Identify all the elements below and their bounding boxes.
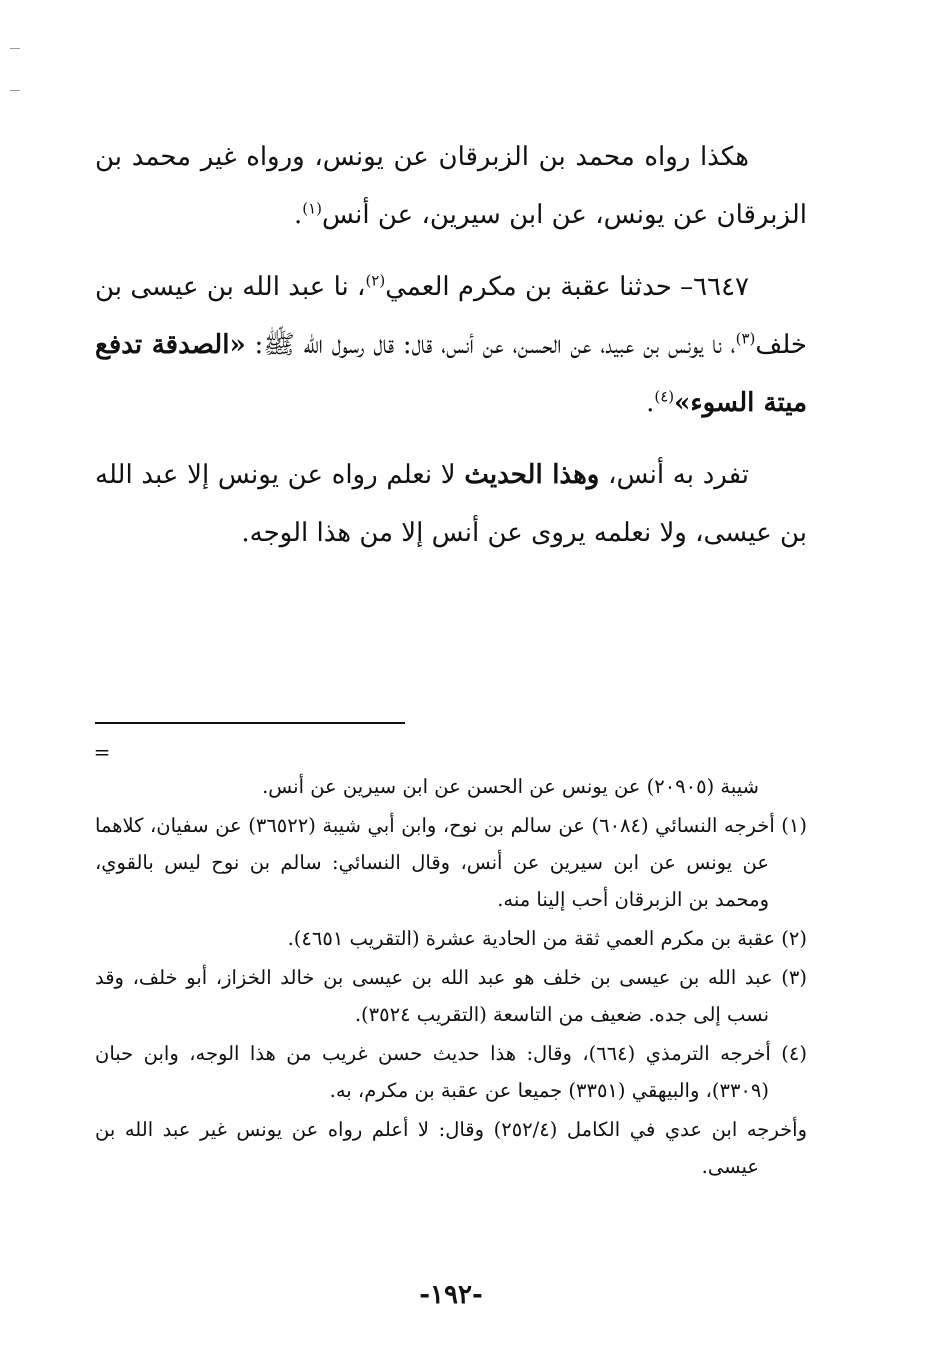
footnote-ref[interactable]: (٣) xyxy=(735,329,756,348)
footnote-4: (٤) أخرجه الترمذي (٦٦٤)، وقال: هذا حديث حسن غريب من هذا الوجه، وابن حبان (٣٣٠٩)، والبيهقي (٣٣٥١) جميعا عن عقبة بن مكرم، به. xyxy=(95,1042,808,1102)
footnote-continued: شيبة (٢٠٩٠٥) عن يونس عن الحسن عن ابن سيرين عن أنس. xyxy=(262,775,759,798)
bold-phrase: وهذا الحديث xyxy=(464,460,600,490)
paragraph-text: لا نعلم رواه عن يونس إلا عبد الله بن عيسى، ولا نعلمه يروى عن أنس إلا من هذا الوجه. xyxy=(95,460,807,548)
footnote-ref[interactable]: (١) xyxy=(302,199,322,218)
paragraph-text: ، نا يونس بن عبيد، عن الحسن، عن أنس، قال: قال رسول الله ﷺ: xyxy=(245,330,736,360)
footnote-continuation-mark: = xyxy=(93,740,111,764)
paragraph-text: تفرد به أنس، xyxy=(599,460,750,490)
margin-mark xyxy=(10,90,20,91)
main-text xyxy=(95,128,807,576)
footnote-1: (١) أخرجه النسائي (٦٠٨٤) عن سالم بن نوح، وابن أبي شيبة (٣٦٥٢٢) عن سفيان، كلاهما عن يونس عن ابن سيرين عن أنس، وقال النسائي: سالم بن نوح ليس بالقوي، ومحمد بن الزبرقان أحب إلينا منه. xyxy=(95,814,808,911)
paragraph-3 xyxy=(95,446,807,562)
footnote-separator xyxy=(95,722,405,724)
paragraph-text: . xyxy=(646,388,655,418)
footnote-ref[interactable]: (٤) xyxy=(654,387,675,406)
footnote-4-addendum: وأخرجه ابن عدي في الكامل (٢٥٢/٤) وقال: لا أعلم رواه عن يونس غير عبد الله بن عيسى. xyxy=(95,1118,808,1178)
footnotes xyxy=(95,768,807,1187)
margin-mark xyxy=(10,48,20,49)
hadith-text: «الصدقة تدفع ميتة السوء» xyxy=(95,330,807,418)
footnote-ref[interactable]: (٢) xyxy=(365,271,386,290)
paragraph-text: . xyxy=(293,200,303,230)
paragraph-hadith xyxy=(95,258,807,432)
page-number: -١٩٢- xyxy=(419,1280,483,1310)
footnote-2: (٢) عقبة بن مكرم العمي ثقة من الحادية عشرة (التقريب ٤٦٥١). xyxy=(287,927,807,950)
paragraph-1 xyxy=(95,128,807,244)
paragraph-text: ، نا عبد الله بن عيسى بن خلف xyxy=(95,272,807,360)
paragraph-text: ٦٦٤٧– حدثنا عقبة بن مكرم العمي xyxy=(385,272,749,302)
paragraph-text: هكذا رواه محمد بن الزبرقان عن يونس، ورواه غير محمد بن الزبرقان عن يونس، عن ابن سيرين، عن أنس xyxy=(95,142,807,230)
footnote-3: (٣) عبد الله بن عيسى بن خلف هو عبد الله بن عيسى بن خالد الخزاز، أبو خلف، وقد نسب إلى جده. ضعيف من التاسعة (التقريب ٣٥٢٤). xyxy=(95,966,807,1026)
